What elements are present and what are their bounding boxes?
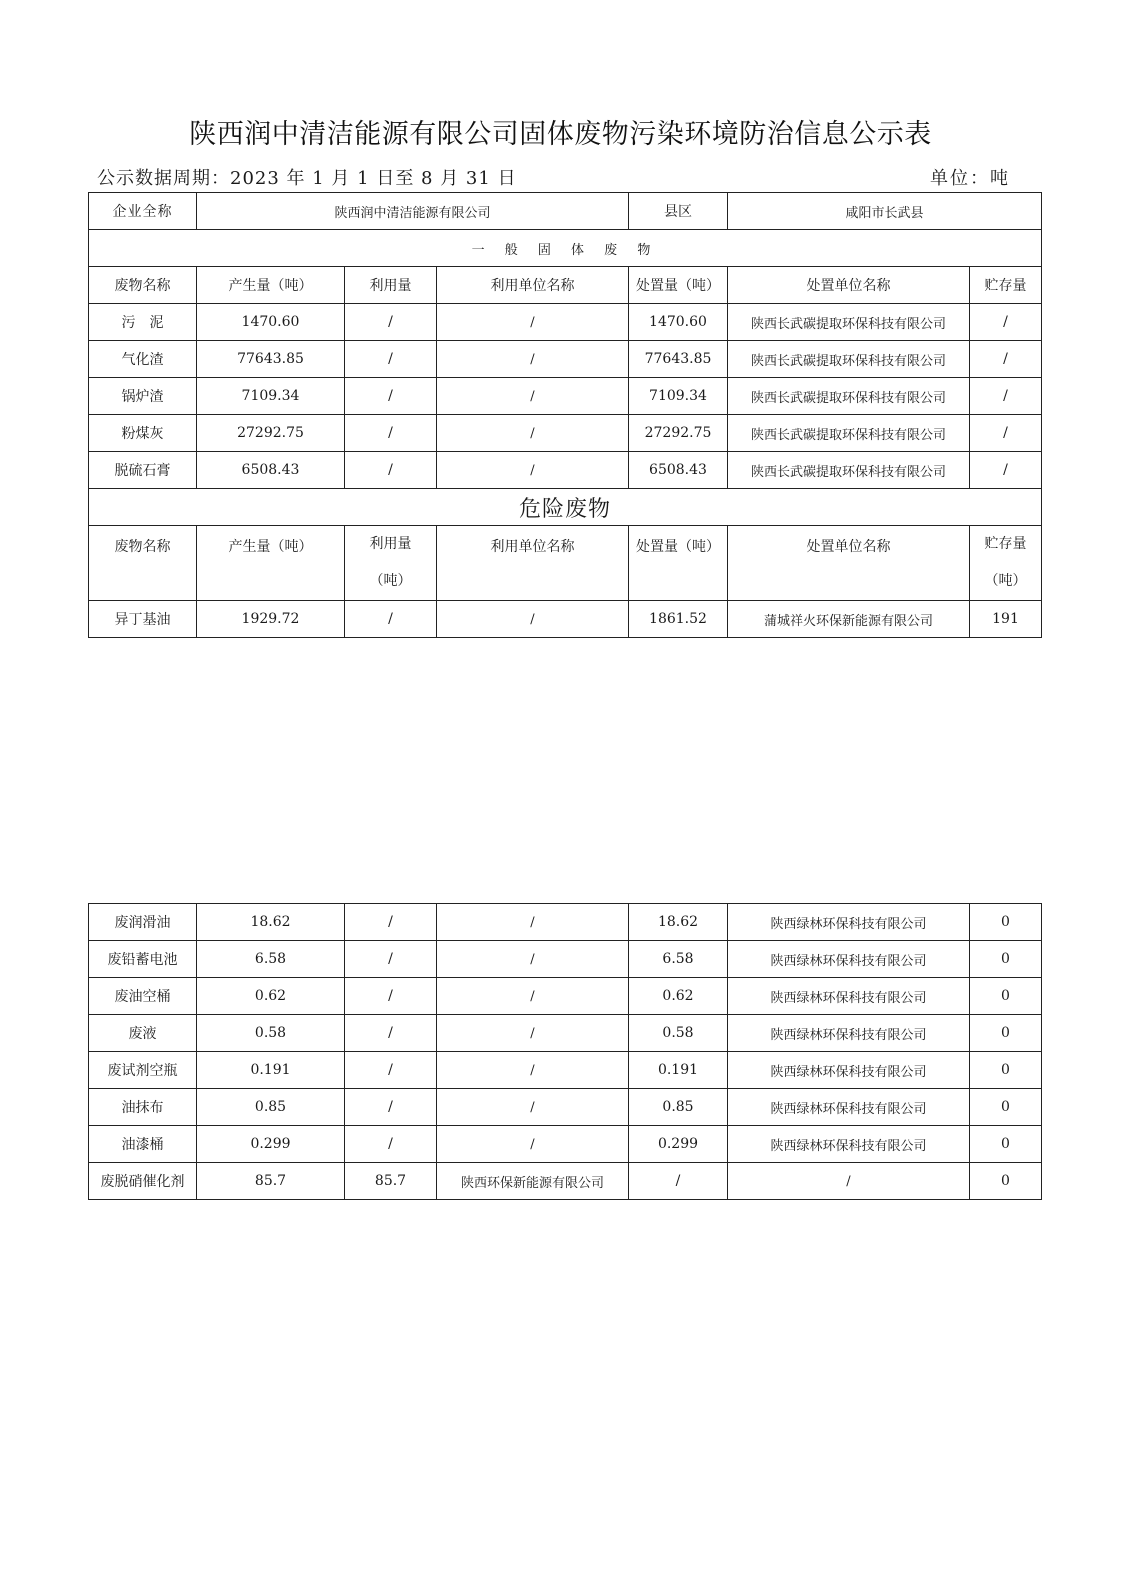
disposed-amount: 77643.85 [629,341,728,378]
utilization-unit: / [437,304,629,341]
unit-label: 单位：吨 [930,168,1010,189]
waste-name: 气化渣 [89,341,197,378]
produced-amount: 0.62 [197,978,345,1015]
waste-name: 污 泥 [89,304,197,341]
waste-name: 油抹布 [89,1089,197,1126]
col-header-utilized: 利用量 [345,267,437,304]
disposal-unit: 陕西长武碳提取环保科技有限公司 [728,415,970,452]
hazardous-section-row [89,489,1042,526]
utilization-unit: / [437,978,629,1015]
waste-name: 废试剂空瓶 [89,1052,197,1089]
hazardous-header-row [89,526,1042,601]
utilization-unit: / [437,1089,629,1126]
utilized-amount: / [345,904,437,941]
disposed-amount: 1861.52 [629,601,728,638]
col-header-disposal-unit: 处置单位名称 [728,526,970,601]
general-section-row [89,230,1042,267]
stored-amount: 0 [970,941,1042,978]
utilized-amount: / [345,378,437,415]
utilization-unit: / [437,415,629,452]
waste-name: 废脱硝催化剂 [89,1163,197,1200]
county-value: 咸阳市长武县 [728,193,1042,230]
table-row [89,941,1042,978]
disposed-amount: 0.62 [629,978,728,1015]
waste-table-page2 [88,903,1042,1200]
utilization-unit: / [437,341,629,378]
col-header-utilized-line2: （吨） [369,573,412,589]
disposed-amount: 7109.34 [629,378,728,415]
col-header-disposed: 处置量（吨） [629,526,728,601]
utilization-unit: / [437,1126,629,1163]
disposal-unit: 陕西长武碳提取环保科技有限公司 [728,452,970,489]
utilized-amount: / [345,1015,437,1052]
col-header-util-unit: 利用单位名称 [437,526,629,601]
waste-name: 粉煤灰 [89,415,197,452]
table-row [89,601,1042,638]
col-header-disposed: 处置量（吨） [629,267,728,304]
utilized-amount: / [345,601,437,638]
produced-amount: 27292.75 [197,415,345,452]
enterprise-name: 陕西润中清洁能源有限公司 [197,193,629,230]
table-row [89,1052,1042,1089]
disposed-amount: 0.85 [629,1089,728,1126]
stored-amount: 0 [970,904,1042,941]
produced-amount: 77643.85 [197,341,345,378]
col-header-stored [970,526,1042,601]
waste-name: 废铅蓄电池 [89,941,197,978]
disposed-amount: 27292.75 [629,415,728,452]
disposal-unit: 陕西长武碳提取环保科技有限公司 [728,304,970,341]
stored-amount: 0 [970,1052,1042,1089]
stored-amount: / [970,452,1042,489]
waste-name: 异丁基油 [89,601,197,638]
table-row [89,904,1042,941]
disposal-unit: / [728,1163,970,1200]
col-header-disposal-unit: 处置单位名称 [728,267,970,304]
disposed-amount: 0.191 [629,1052,728,1089]
general-waste-rows [89,304,1042,489]
utilized-amount: / [345,1052,437,1089]
table-row [89,1089,1042,1126]
utilization-unit: / [437,904,629,941]
stored-amount: 191 [970,601,1042,638]
disposed-amount: 0.58 [629,1015,728,1052]
stored-amount: / [970,341,1042,378]
produced-amount: 85.7 [197,1163,345,1200]
produced-amount: 0.299 [197,1126,345,1163]
col-header-stored-line1: 贮存量 [984,536,1027,552]
disposal-unit: 陕西长武碳提取环保科技有限公司 [728,341,970,378]
page-title: 陕西润中清洁能源有限公司固体废物污染环境防治信息公示表 [189,119,932,150]
produced-amount: 6.58 [197,941,345,978]
disposed-amount: 18.62 [629,904,728,941]
produced-amount: 0.58 [197,1015,345,1052]
utilization-unit: / [437,452,629,489]
disposed-amount: 0.299 [629,1126,728,1163]
enterprise-name-label: 企业全称 [89,193,197,230]
disposal-unit: 蒲城祥火环保新能源有限公司 [728,601,970,638]
disposal-unit: 陕西绿林环保科技有限公司 [728,941,970,978]
stored-amount: 0 [970,1126,1042,1163]
general-header-row [89,267,1042,304]
stored-amount: / [970,304,1042,341]
produced-amount: 1929.72 [197,601,345,638]
produced-amount: 1470.60 [197,304,345,341]
stored-amount: 0 [970,1089,1042,1126]
table-row [89,415,1042,452]
hazardous-section-title: 危险废物 [89,489,1042,526]
stored-amount: / [970,378,1042,415]
produced-amount: 0.191 [197,1052,345,1089]
county-label: 县区 [629,193,728,230]
col-header-produced: 产生量（吨） [197,526,345,601]
col-header-utilized-line1: 利用量 [369,536,412,552]
col-header-utilized [345,526,437,601]
waste-name: 废油空桶 [89,978,197,1015]
waste-name: 油漆桶 [89,1126,197,1163]
hazardous-waste-rows-page1 [89,601,1042,638]
col-header-name: 废物名称 [89,267,197,304]
data-period: 公示数据周期：2023 年 1 月 1 日至 8 月 31 日 [97,168,517,189]
disposed-amount: 6.58 [629,941,728,978]
utilized-amount: / [345,304,437,341]
disposed-amount: 6508.43 [629,452,728,489]
col-header-stored-line2: （吨） [984,573,1027,589]
col-header-util-unit: 利用单位名称 [437,267,629,304]
utilized-amount: / [345,978,437,1015]
waste-name: 废润滑油 [89,904,197,941]
disposal-unit: 陕西绿林环保科技有限公司 [728,1052,970,1089]
col-header-stored: 贮存量 [970,267,1042,304]
utilization-unit: 陕西环保新能源有限公司 [437,1163,629,1200]
disposal-unit: 陕西绿林环保科技有限公司 [728,1015,970,1052]
utilization-unit: / [437,1052,629,1089]
utilization-unit: / [437,941,629,978]
utilized-amount: / [345,941,437,978]
table-row [89,304,1042,341]
produced-amount: 0.85 [197,1089,345,1126]
waste-name: 脱硫石膏 [89,452,197,489]
table-row [89,978,1042,1015]
general-section-title: 一 般 固 体 废 物 [89,230,1042,267]
hazardous-waste-rows-page2 [89,904,1042,1200]
produced-amount: 6508.43 [197,452,345,489]
utilized-amount: / [345,452,437,489]
utilized-amount: / [345,341,437,378]
stored-amount: 0 [970,1015,1042,1052]
utilized-amount: / [345,1089,437,1126]
utilized-amount: / [345,415,437,452]
col-header-produced: 产生量（吨） [197,267,345,304]
produced-amount: 18.62 [197,904,345,941]
enterprise-row [89,193,1042,230]
disposed-amount: / [629,1163,728,1200]
waste-name: 锅炉渣 [89,378,197,415]
stored-amount: 0 [970,978,1042,1015]
col-header-name: 废物名称 [89,526,197,601]
table-row [89,341,1042,378]
utilization-unit: / [437,601,629,638]
table-row [89,378,1042,415]
table-row [89,1015,1042,1052]
disposed-amount: 1470.60 [629,304,728,341]
table-row [89,1126,1042,1163]
waste-table-page1 [88,192,1042,638]
disposal-unit: 陕西绿林环保科技有限公司 [728,1089,970,1126]
waste-name: 废液 [89,1015,197,1052]
utilized-amount: / [345,1126,437,1163]
stored-amount: / [970,415,1042,452]
disposal-unit: 陕西绿林环保科技有限公司 [728,978,970,1015]
produced-amount: 7109.34 [197,378,345,415]
disposal-unit: 陕西绿林环保科技有限公司 [728,904,970,941]
table-row [89,452,1042,489]
disposal-unit: 陕西长武碳提取环保科技有限公司 [728,378,970,415]
utilization-unit: / [437,1015,629,1052]
disposal-unit: 陕西绿林环保科技有限公司 [728,1126,970,1163]
stored-amount: 0 [970,1163,1042,1200]
utilization-unit: / [437,378,629,415]
utilized-amount: 85.7 [345,1163,437,1200]
table-row [89,1163,1042,1200]
